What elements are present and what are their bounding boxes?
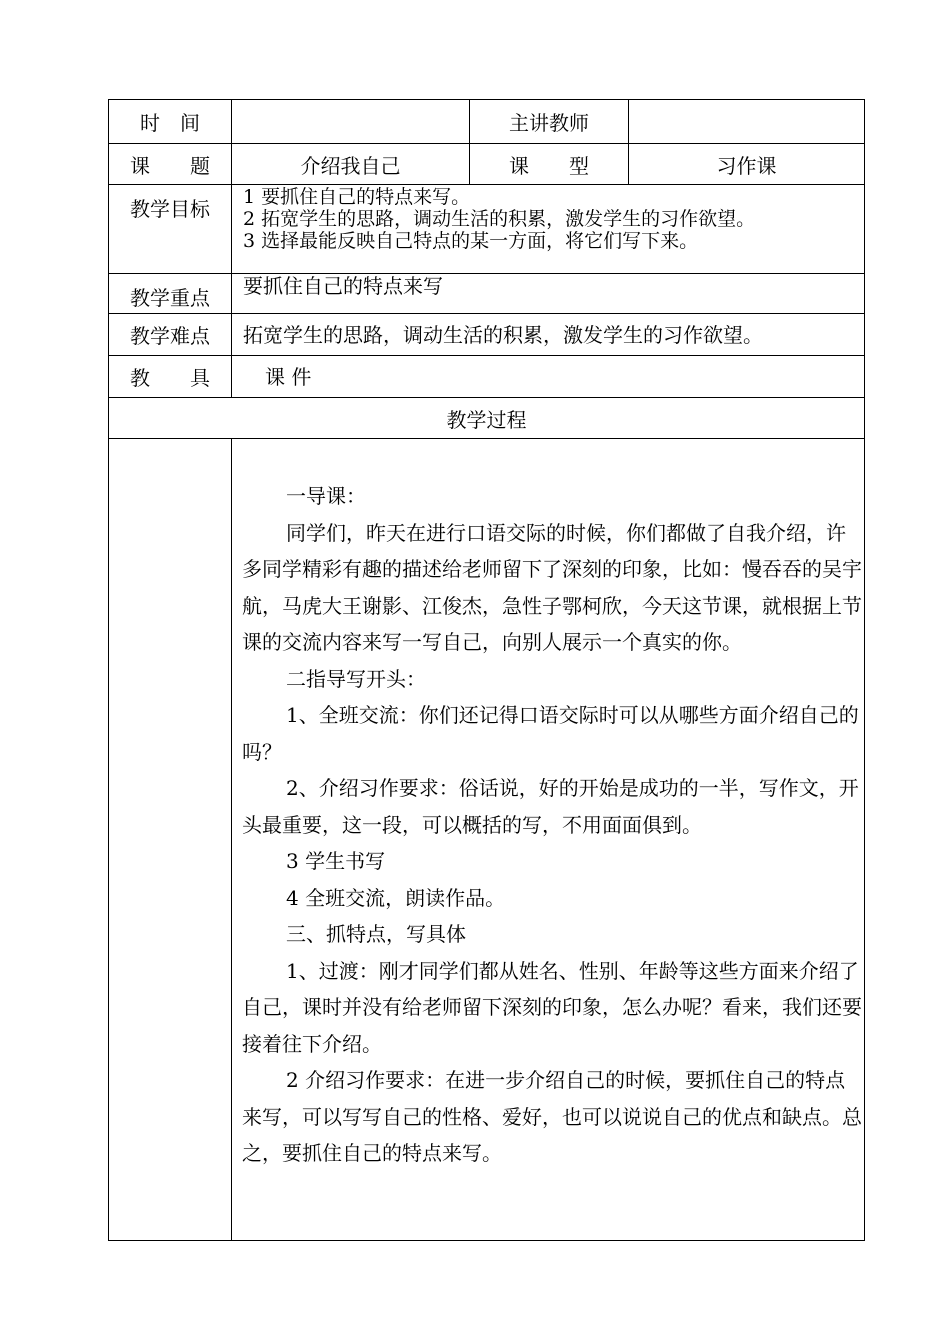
objectives-label: 教学目标 xyxy=(130,197,210,221)
row-time xyxy=(109,100,864,144)
key-point-label: 教学重点 xyxy=(130,286,210,310)
row-tools xyxy=(109,356,864,398)
process-paragraph: 二指导写开头： xyxy=(286,666,426,691)
row-process-title xyxy=(109,398,864,439)
process-paragraph: 一导课： xyxy=(286,484,366,508)
process-paragraph: 4 全班交流，朗读作品。 xyxy=(286,885,506,910)
topic-value: 介绍我自己 xyxy=(231,144,469,184)
row-difficulty xyxy=(109,314,864,356)
difficulty-label: 教学难点 xyxy=(130,324,210,348)
time-label: 时 间 xyxy=(140,111,200,135)
type-value: 习作课 xyxy=(628,144,864,184)
tools-label: 教 具 xyxy=(130,366,210,390)
teacher-label: 主讲教师 xyxy=(469,100,628,143)
time-value xyxy=(231,100,469,143)
process-paragraph: 3 学生书写 xyxy=(286,849,386,873)
lesson-plan-table xyxy=(108,99,865,1241)
process-paragraph: 同学们，昨天在进行口语交际的时候，你们都做了自我介绍，许多同学精彩有趣的描述给老师留下了深刻的印象，比如：慢吞吞的吴宇航，马虎大王谢影、江俊杰，急性子鄂柯欣，今天这节课，就根据上节课的交流内容来写一写自己，向别人展示一个真实的你。 xyxy=(242,520,862,654)
process-paragraph: 1、过渡：刚才同学们都从姓名、性别、年龄等这些方面来介绍了自己，课时并没有给老师留下深刻的印象，怎么办呢？看来，我们还要 接着往下介绍。 xyxy=(242,958,862,1056)
row-objectives xyxy=(109,185,864,274)
teacher-value xyxy=(628,100,864,143)
objective-item: 1 要抓住自己的特点来写。 xyxy=(243,186,471,208)
objective-item: 2 拓宽学生的思路，调动生活的积累，激发学生的习作欲望。 xyxy=(243,208,756,230)
process-title: 教学过程 xyxy=(446,407,527,432)
process-paragraph: 2 介绍习作要求：在进一步介绍自己的时候，要抓住自己的特点来写，可以写写自己的性格、爱好，也可以说说自己的优点和缺点。总之，要抓住自己的特点来写。 xyxy=(242,1068,862,1165)
process-paragraph: 1、全班交流：你们还记得口语交际时可以从哪些方面介绍自己的吗？ xyxy=(242,703,859,764)
topic-label: 课 题 xyxy=(130,153,210,178)
tools-value: 课 件 xyxy=(231,356,864,397)
key-point-value: 要抓住自己的特点来写 xyxy=(231,274,864,313)
process-paragraph: 三、抓特点，写具体 xyxy=(286,922,466,946)
row-topic xyxy=(109,144,864,185)
row-key-point xyxy=(109,274,864,314)
objective-item: 3 选择最能反映自己特点的某一方面，将它们写下来。 xyxy=(243,230,699,252)
objectives-list xyxy=(231,185,864,273)
process-body xyxy=(242,478,862,1172)
type-label: 课 型 xyxy=(469,144,628,184)
process-paragraph: 2、介绍习作要求：俗话说，好的开始是成功的一半，写作文，开头最重要，这一段，可以概括的写，不用面面俱到。 xyxy=(242,776,859,837)
process-divider xyxy=(231,439,232,1240)
difficulty-value: 拓宽学生的思路，调动生活的积累，激发学生的习作欲望。 xyxy=(231,314,864,355)
